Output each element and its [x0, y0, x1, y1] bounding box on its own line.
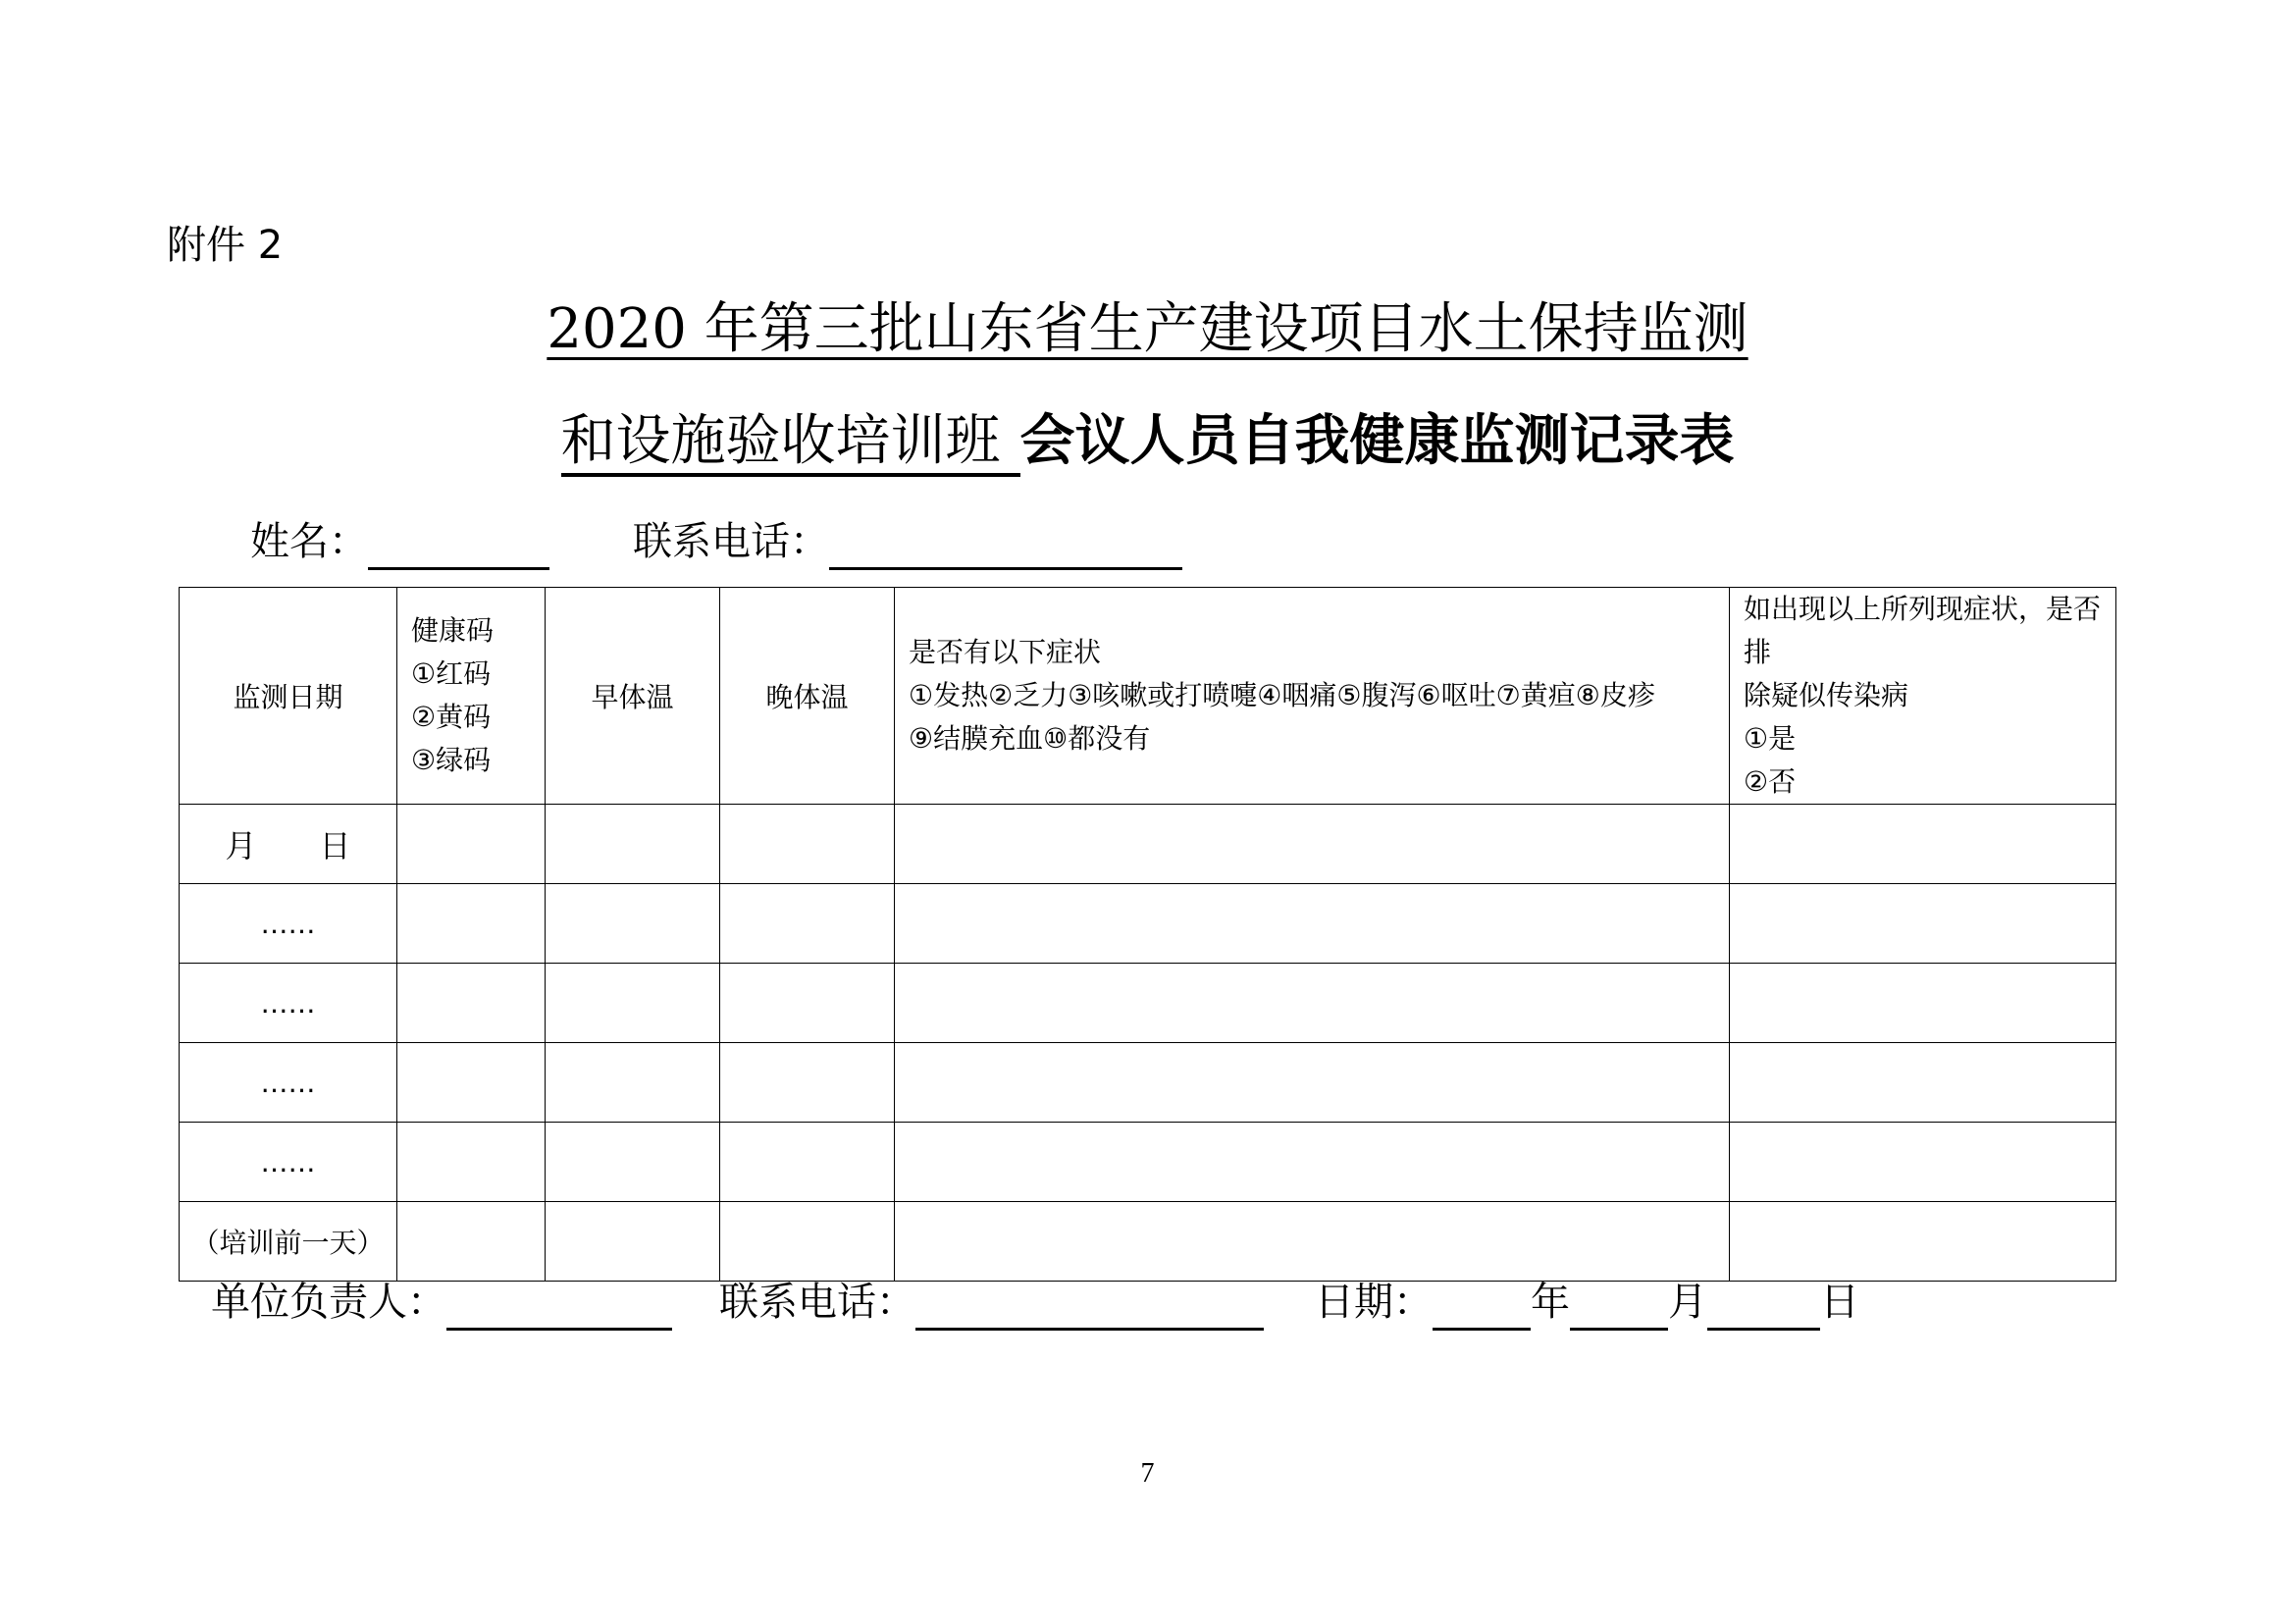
cell-health-code[interactable]	[397, 1123, 546, 1202]
row-date: ……	[180, 884, 397, 964]
name-blank[interactable]	[368, 524, 549, 570]
cell-evening-temp[interactable]	[720, 964, 895, 1043]
month-label: 月	[1668, 1280, 1707, 1325]
footer-phone-label: 联系电话：	[719, 1280, 915, 1325]
training-name: 和设施验收培训班	[561, 410, 1020, 477]
cell-exclusion[interactable]	[1730, 1202, 2116, 1282]
cell-symptoms[interactable]	[895, 964, 1730, 1043]
attachment-label: 附件 2	[167, 223, 284, 268]
cell-exclusion[interactable]	[1730, 964, 2116, 1043]
cell-evening-temp[interactable]	[720, 1123, 895, 1202]
cell-health-code[interactable]	[397, 964, 546, 1043]
table-row	[180, 964, 2116, 1043]
unit-head-blank[interactable]	[446, 1284, 672, 1331]
table-header-row	[180, 588, 2116, 805]
signature-row	[211, 1274, 1859, 1331]
table-row	[180, 1123, 2116, 1202]
cell-evening-temp[interactable]	[720, 1202, 895, 1282]
header-evening-temperature: 晚体温	[720, 588, 895, 805]
cell-evening-temp[interactable]	[720, 1043, 895, 1123]
table-row	[180, 1202, 2116, 1282]
header-symptoms: 是否有以下症状 ①发热②乏力③咳嗽或打喷嚏④咽痛⑤腹泻⑥呕吐⑦黄疸⑧皮疹 ⑨结膜充血⑩都没有	[895, 588, 1730, 805]
table-row	[180, 805, 2116, 884]
cell-morning-temp[interactable]	[546, 1202, 720, 1282]
cell-symptoms[interactable]	[895, 1202, 1730, 1282]
title-line1-text: 2020 年第三批山东省生产建设项目水土保持监测	[547, 297, 1748, 361]
row-date: 月 日	[180, 805, 397, 884]
cell-symptoms[interactable]	[895, 1123, 1730, 1202]
cell-symptoms[interactable]	[895, 805, 1730, 884]
cell-evening-temp[interactable]	[720, 805, 895, 884]
cell-health-code[interactable]	[397, 805, 546, 884]
cell-health-code[interactable]	[397, 1043, 546, 1123]
table-row	[180, 884, 2116, 964]
month-blank[interactable]	[1570, 1284, 1668, 1331]
row-date: ……	[180, 964, 397, 1043]
row-date: ……	[180, 1123, 397, 1202]
unit-head-label: 单位负责人：	[211, 1280, 446, 1325]
header-exclusion: 如出现以上所列现症状，是否排 除疑似传染病 ①是 ②否	[1730, 588, 2116, 805]
header-monitoring-date: 监测日期	[180, 588, 397, 805]
header-morning-temperature: 早体温	[546, 588, 720, 805]
day-label: 日	[1820, 1280, 1859, 1325]
page-number: 7	[1140, 1458, 1155, 1489]
personal-info-row	[250, 513, 1182, 570]
document-title-line1	[0, 290, 2295, 369]
footer-phone-blank[interactable]	[915, 1284, 1264, 1331]
cell-morning-temp[interactable]	[546, 1123, 720, 1202]
row-date: （培训前一天）	[180, 1202, 397, 1282]
cell-exclusion[interactable]	[1730, 884, 2116, 964]
cell-morning-temp[interactable]	[546, 805, 720, 884]
cell-morning-temp[interactable]	[546, 964, 720, 1043]
day-blank[interactable]	[1707, 1284, 1820, 1331]
cell-health-code[interactable]	[397, 884, 546, 964]
cell-exclusion[interactable]	[1730, 1123, 2116, 1202]
cell-symptoms[interactable]	[895, 1043, 1730, 1123]
header-health-code: 健康码 ①红码 ②黄码 ③绿码	[397, 588, 546, 805]
date-label: 日期：	[1315, 1280, 1433, 1325]
cell-exclusion[interactable]	[1730, 805, 2116, 884]
health-monitoring-table	[179, 587, 2116, 1282]
document-title-line2	[0, 402, 2295, 481]
cell-symptoms[interactable]	[895, 884, 1730, 964]
cell-exclusion[interactable]	[1730, 1043, 2116, 1123]
cell-health-code[interactable]	[397, 1202, 546, 1282]
name-label: 姓名：	[250, 519, 368, 564]
year-blank[interactable]	[1433, 1284, 1531, 1331]
cell-evening-temp[interactable]	[720, 884, 895, 964]
cell-morning-temp[interactable]	[546, 884, 720, 964]
cell-morning-temp[interactable]	[546, 1043, 720, 1123]
phone-blank[interactable]	[829, 524, 1182, 570]
form-name: 会议人员自我健康监测记录表	[1019, 409, 1735, 473]
row-date: ……	[180, 1043, 397, 1123]
year-label: 年	[1531, 1280, 1570, 1325]
table-row	[180, 1043, 2116, 1123]
phone-label: 联系电话：	[633, 519, 829, 564]
